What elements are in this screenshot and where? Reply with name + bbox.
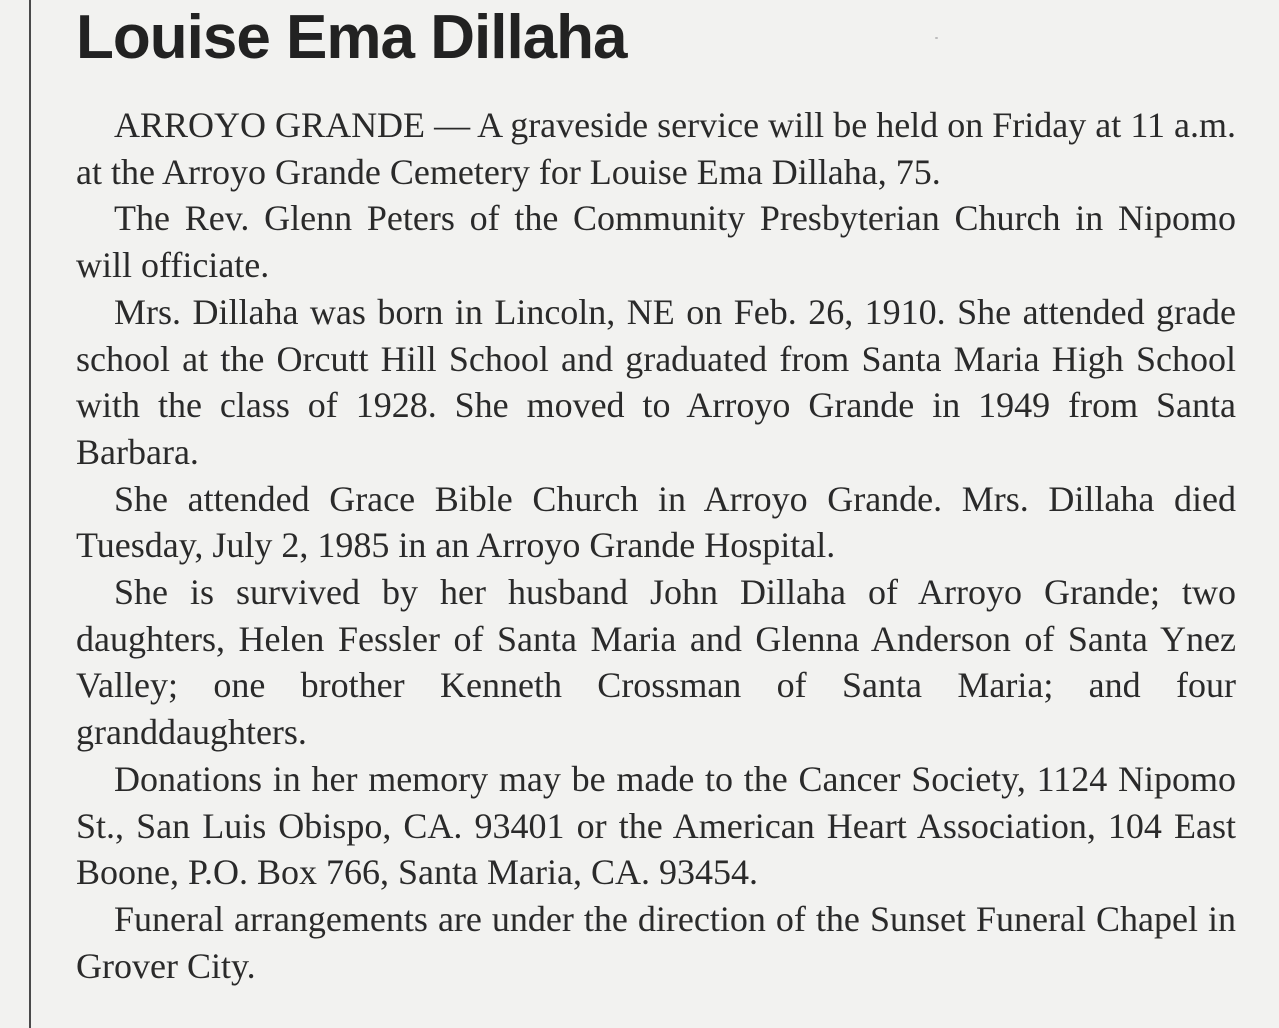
obituary-body (76, 102, 1236, 989)
paragraph-survivors: She is survived by her husband John Dillaha of Arroyo Grande; two daughters, Helen Fessler of Santa Maria and Glenna Anderson of Santa Ynez Valley; one brother Kenneth Crossman of Santa Maria; and four granddaughters. (76, 572, 1236, 753)
column-divider (29, 0, 31, 1028)
print-speck (935, 37, 938, 39)
paragraph-biography: Mrs. Dillaha was born in Lincoln, NE on Feb. 26, 1910. She attended grade school at the Orcutt Hill School and graduated from Santa Maria High School with the class of 1928. She moved to Arroyo Grande in 1949 from Santa Barbara. (76, 291, 1236, 472)
paragraph-church-death: She attended Grace Bible Church in Arroyo Grande. Mrs. Dillaha died Tuesday, July 2, 1985 in an Arroyo Grande Hospital. (76, 478, 1236, 566)
paragraph-officiant: The Rev. Glenn Peters of the Community Presbyterian Church in Nipomo will officiate. (76, 198, 1236, 286)
obituary-headline: Louise Ema Dillaha (76, 3, 627, 72)
paragraph-donations: Donations in her memory may be made to the Cancer Society, 1124 Nipomo St., San Luis Obispo, CA. 93401 or the American Heart Association, 104 East Boone, P.O. Box 766, Santa Maria, CA. 93454. (76, 758, 1236, 893)
paragraph-service: ARROYO GRANDE — A graveside service will be held on Friday at 11 a.m. at the Arroyo Grande Cemetery for Louise Ema Dillaha, 75. (76, 105, 1236, 192)
paragraph-arrangements: Funeral arrangements are under the direction of the Sunset Funeral Chapel in Grover City. (76, 898, 1236, 986)
